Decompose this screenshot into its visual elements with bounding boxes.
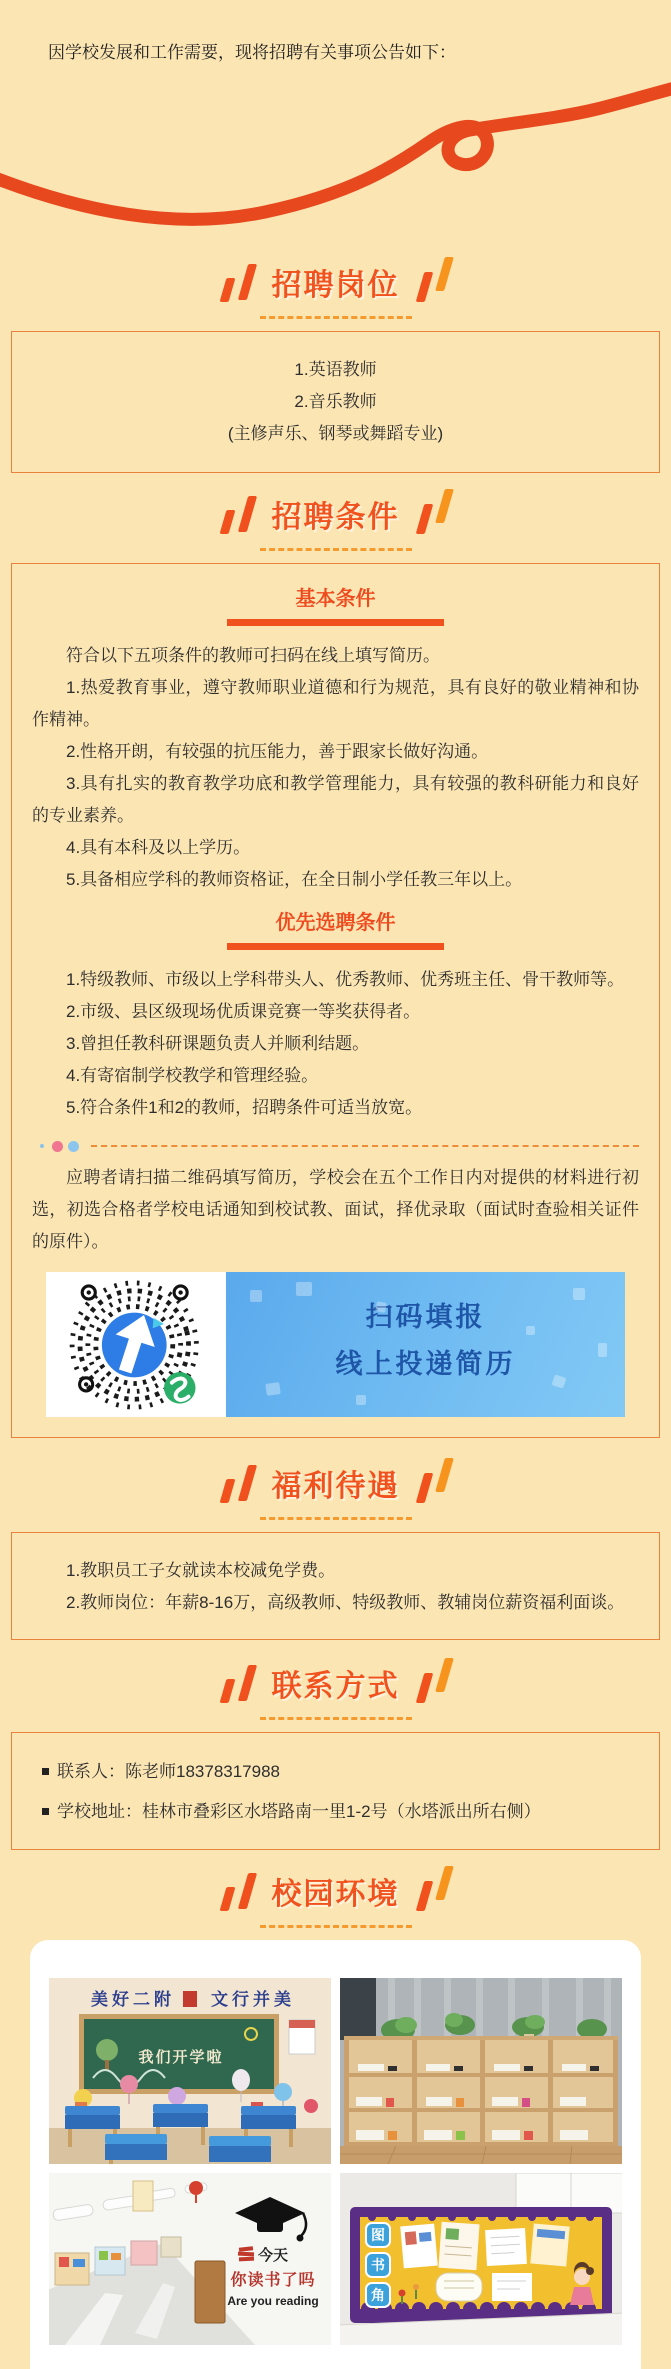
tiny-dot <box>40 1144 44 1148</box>
slash-decoration <box>237 496 256 532</box>
slash-decoration <box>415 1881 433 1911</box>
paragraph: 符合以下五项条件的教师可扫码在线上填写简历。 <box>66 646 440 665</box>
contact-person: 联系人：陈老师18378317988 <box>57 1762 281 1781</box>
wall-banner-right: 文行并美 <box>211 1990 295 2009</box>
section-title: 校园环境 <box>271 1878 400 1911</box>
section-title: 联系方式 <box>271 1670 400 1703</box>
section-header-campus <box>0 1866 671 1928</box>
intro-text: 因学校发展和工作需要，现将招聘有关事项公告如下： <box>48 43 456 62</box>
dashed-underline <box>260 1925 412 1928</box>
slash-decoration <box>435 1458 454 1492</box>
qr-caption-line2: 线上投递简历 <box>335 1348 516 1379</box>
slash-decoration <box>219 510 235 534</box>
classroom-photo <box>49 1978 331 2164</box>
pink-dot <box>52 1141 63 1152</box>
reading-slogan-line3: Are you reading <box>227 2294 319 2308</box>
paragraph: 1.热爱教育事业，遵守教师职业道德和行为规范，具有良好的敬业精神和协作精神。 <box>32 678 639 729</box>
paragraph: 1.特级教师、市级以上学科带头人、优秀教师、优秀班主任、骨干教师等。 <box>66 970 625 989</box>
title-underline-bar <box>227 619 444 626</box>
section-title: 福利待遇 <box>271 1470 400 1503</box>
contact-box <box>11 1732 660 1850</box>
campus-photos-card <box>30 1940 641 2369</box>
slash-decoration <box>435 1658 454 1692</box>
contact-person-line <box>42 1757 639 1787</box>
dashed-line <box>91 1145 639 1147</box>
dashed-underline <box>260 316 412 319</box>
section-title: 招聘条件 <box>271 501 400 534</box>
square-bullet-icon <box>42 1768 49 1775</box>
slash-decoration <box>237 264 256 300</box>
slash-decoration <box>237 1665 256 1701</box>
section-header-contact <box>0 1658 671 1720</box>
square-bullet-icon <box>42 1808 49 1815</box>
book-stack-icon <box>238 2246 254 2261</box>
school-address-line <box>42 1797 639 1827</box>
paragraph: 2.性格开朗，有较强的抗压能力，善于跟家长做好沟通。 <box>66 742 489 761</box>
position-item: (主修声乐、钢琴或舞蹈专业) <box>227 424 444 443</box>
qr-caption-line1: 扫码填报 <box>365 1301 486 1332</box>
slash-decoration <box>415 504 433 534</box>
slash-decoration <box>435 1866 454 1900</box>
paragraph: 5.具备相应学科的教师资格证，在全日制小学任教三年以上。 <box>66 870 523 889</box>
dashed-underline <box>260 1517 412 1520</box>
school-address: 学校地址：桂林市叠彩区水塔路南一里1-2号（水塔派出所右侧） <box>57 1802 541 1821</box>
position-item: 2.音乐教师 <box>294 392 377 411</box>
label-char-2: 书 <box>371 2257 385 2273</box>
qr-caption-panel <box>226 1272 625 1417</box>
dotted-divider <box>40 1140 639 1152</box>
wall-banner-left: 美好二附 <box>91 1990 175 2009</box>
slash-decoration <box>415 1673 433 1703</box>
paragraph: 1.教职员工子女就读本校减免学费。 <box>66 1561 336 1580</box>
subsection-title: 优先选聘条件 <box>275 912 396 934</box>
slash-decoration <box>435 257 454 291</box>
blue-dot <box>68 1141 79 1152</box>
mini-program-qr-code-icon <box>60 1275 212 1415</box>
paragraph: 4.有寄宿制学校教学和管理经验。 <box>66 1066 319 1085</box>
paragraph: 2.市级、县区级现场优质课竞赛一等奖获得者。 <box>66 1002 421 1021</box>
qr-banner <box>46 1272 625 1417</box>
slash-decoration <box>219 278 235 302</box>
priority-requirements-heading <box>32 910 639 950</box>
paragraph: 3.具有扎实的教育教学功底和教学管理能力，具有较强的教科研能力和良好的专业素养。 <box>32 774 639 825</box>
book-corner-photo <box>340 2173 622 2345</box>
apply-note: 应聘者请扫描二维码填写简历，学校会在五个工作日内对提供的材料进行初选，初选合格者学校电话通知到校试教、面试，择优录取（面试时查验相关证件的原件）。 <box>32 1168 639 1251</box>
corridor-photo <box>49 2173 331 2345</box>
reading-slogan-line2: 你读书了吗 <box>230 2272 316 2289</box>
slash-decoration <box>415 272 433 302</box>
squiggle-decoration <box>0 82 671 237</box>
section-header-positions <box>0 257 671 319</box>
paragraph: 3.曾担任教科研课题负责人并顺利结题。 <box>66 1034 370 1053</box>
benefits-box <box>11 1532 660 1640</box>
requirements-box <box>11 563 660 1438</box>
photo-grid <box>49 1978 622 2345</box>
subsection-title: 基本条件 <box>295 588 376 610</box>
basic-requirements-heading <box>32 586 639 626</box>
section-title: 招聘岗位 <box>271 269 400 302</box>
slash-decoration <box>219 1479 235 1503</box>
bookshelf-photo <box>340 1978 622 2164</box>
label-char-3: 角 <box>371 2287 385 2303</box>
reading-slogan-line1: 今天 <box>257 2247 289 2264</box>
slash-decoration <box>415 1473 433 1503</box>
paragraph: 2.教师岗位：年薪8-16万，高级教师、特级教师、教辅岗位薪资福利面谈。 <box>66 1593 625 1612</box>
title-underline-bar <box>227 943 444 950</box>
book-corner-labels <box>366 2223 390 2307</box>
slash-decoration <box>435 489 454 523</box>
slash-decoration <box>219 1679 235 1703</box>
dashed-underline <box>260 548 412 551</box>
label-char-1: 图 <box>371 2227 385 2243</box>
qr-code-container <box>46 1272 226 1417</box>
paragraph: 4.具有本科及以上学历。 <box>66 838 251 857</box>
slash-decoration <box>237 1873 256 1909</box>
section-header-requirements <box>0 489 671 551</box>
positions-box <box>11 331 660 473</box>
slash-decoration <box>237 1465 256 1501</box>
section-header-benefits <box>0 1458 671 1520</box>
dashed-underline <box>260 1717 412 1720</box>
position-item: 1.英语教师 <box>294 360 377 379</box>
chalkboard-text: 我们开学啦 <box>138 2049 224 2066</box>
paragraph: 5.符合条件1和2的教师，招聘条件可适当放宽。 <box>66 1098 423 1117</box>
slash-decoration <box>219 1887 235 1911</box>
